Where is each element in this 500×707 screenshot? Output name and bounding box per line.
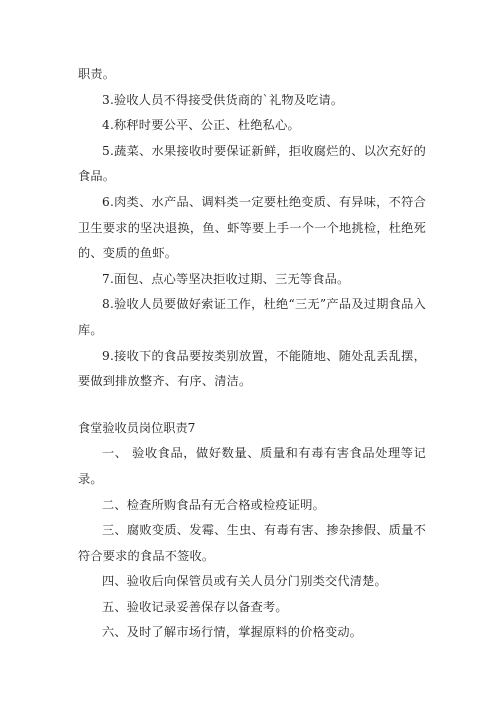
paragraph-item-7: 7.面包、点心等坚决拒收过期、三无等食品。 [102, 271, 350, 286]
paragraph-item-3: 3.验收人员不得接受供货商的`礼物及吃请。 [102, 92, 344, 107]
duty-item-1: 一、 验收食品，做好数量、质量和有毒有害食品处理等记录。 [78, 446, 426, 486]
duty-item-3: 三、腐败变质、发霉、生虫、有毒有害、掺杂掺假、质量不符合要求的食品不签收。 [78, 523, 426, 563]
document-page [78, 62, 426, 646]
duty-item-6: 六、及时了解市场行情，掌握原料的价格变动。 [102, 625, 363, 640]
paragraph-item-5: 5.蔬菜、水果接收时要保证新鲜，拒收腐烂的、以次充好的食品。 [78, 143, 426, 184]
paragraph-continuation: 职责。 [78, 67, 116, 81]
paragraph-item-9: 9.接收下的食品要按类别放置，不能随地、随处乱丢乱摆，要做到排放整齐、有序、清洁。 [78, 348, 426, 389]
duty-item-5: 五、验收记录妥善保存以备查考。 [102, 599, 288, 614]
paragraph-item-8: 8.验收人员要做好索证工作，杜绝“三无”产品及过期食品入库。 [78, 297, 426, 337]
paragraph-item-4: 4.称秤时要公平、公正、杜绝私心。 [102, 118, 300, 133]
section-title: 食堂验收员岗位职责7 [78, 420, 196, 435]
paragraph-item-6: 6.肉类、水产品、调料类一定要杜绝变质、有异味，不符合卫生要求的坚决退换，鱼、虾等要上手一个一个地挑检，杜绝死的、变质的鱼虾。 [78, 194, 426, 261]
duty-item-4: 四、验收后向保管员或有关人员分门别类交代清楚。 [102, 574, 387, 589]
duty-item-2: 二、检查所购食品有无合格或检疫证明。 [102, 497, 325, 512]
